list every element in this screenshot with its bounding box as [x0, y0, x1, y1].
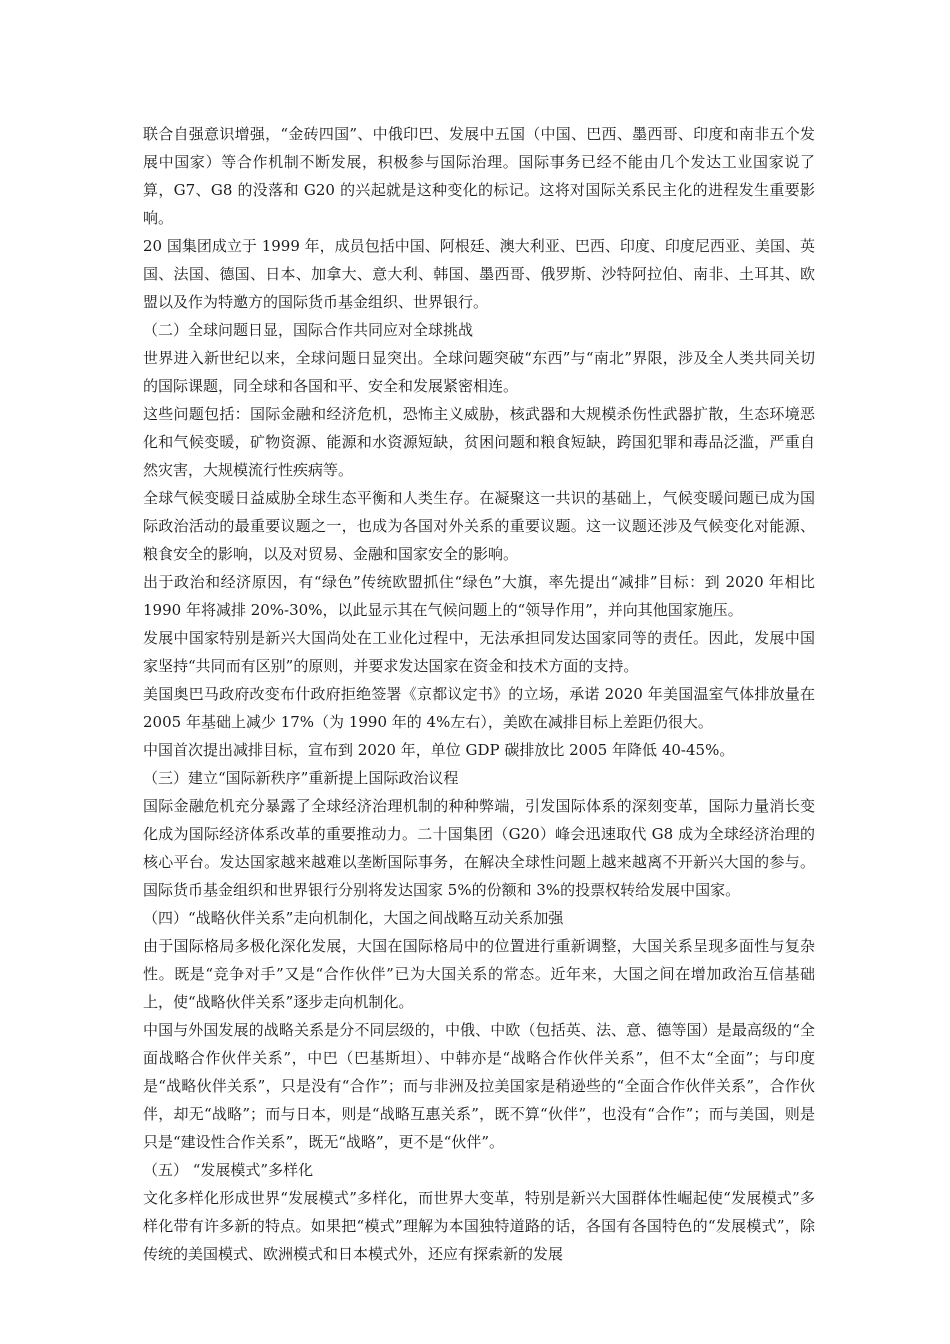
paragraph-us-emissions: 美国奥巴马政府改变布什政府拒绝签署《京都议定书》的立场，承诺 2020 年美国温室气体排放量在 2005 年基础上减少 17%（为 1990 年的 4%左右），美欧在减排目标上差距仍很大。	[143, 685, 815, 731]
paragraph-china-emissions: 中国首次提出减排目标，宣布到 2020 年，单位 GDP 碳排放比 2005 年降低 40-45%。	[143, 741, 735, 759]
paragraph-development-models: 文化多样化形成世界“发展模式”多样化，而世界大变革，特别是新兴大国群体性崛起使“发展模式”多样化带有许多新的特点。如果把“模式”理解为本国独特道路的话，各国有各国特色的“发展模式”，除传统的美国模式、欧洲模式和日本模式外，还应有探索新的发展	[143, 1189, 815, 1263]
paragraph-cooperation-mechanisms: 联合自强意识增强，“金砖四国”、中俄印巴、发展中五国（中国、巴西、墨西哥、印度和南非五个发展中国家）等合作机制不断发展，积极参与国际治理。国际事务已经不能由几个发达工业国家说了算，G7、G8 的没落和 G20 的兴起就是这种变化的标记。这将对国际关系民主化的进程发生重要影响。	[143, 125, 815, 227]
section-heading-strategic-partnership: （四）“战略伙伴关系”走向机制化，大国之间战略互动关系加强	[143, 909, 564, 927]
paragraph-china-partnership-levels: 中国与外国发展的战略关系是分不同层级的，中俄、中欧（包括英、法、意、德等国）是最高级的“全面战略合作伙伴关系”，中巴（巴基斯坦）、中韩亦是“战略合作伙伴关系”，但不太“全面”；与印度是“战略伙伴关系”，只是没有“合作”；而与非洲及拉美国家是稍逊些的“全面合作伙伴关系”，合作伙伴，却无“战略”；而与日本，则是“战略互惠关系”，既不算“伙伴”，也没有“合作”；而与美国，则是只是“建设性合作关系”，既无“战略”，更不是“伙伴”。	[143, 1021, 815, 1151]
document-body	[143, 120, 815, 1268]
paragraph-climate-change: 全球气候变暖日益威胁全球生态平衡和人类生存。在凝聚这一共识的基础上，气候变暖问题已成为国际政治活动的最重要议题之一，也成为各国对外关系的重要议题。这一议题还涉及气候变化对能源、粮食安全的影响，以及对贸易、金融和国家安全的影响。	[143, 489, 815, 563]
paragraph-major-power-relations: 由于国际格局多极化深化发展，大国在国际格局中的位置进行重新调整，大国关系呈现多面性与复杂性。既是“竞争对手”又是“合作伙伴”已为大国关系的常态。近年来，大国之间在增加政治互信基础上，使“战略伙伴关系”逐步走向机制化。	[143, 937, 815, 1011]
paragraph-global-issues-intro: 世界进入新世纪以来，全球问题日显突出。全球问题突破“东西”与“南北”界限，涉及全人类共同关切的国际课题，同全球和各国和平、安全和发展紧密相连。	[143, 349, 815, 395]
paragraph-eu-emissions: 出于政治和经济原因，有“绿色”传统欧盟抓住“绿色”大旗，率先提出“减排”目标：到 2020 年相比 1990 年将减排 20%-30%，以此显示其在气候问题上的“领导作用”，并向其他国家施压。	[143, 573, 815, 619]
paragraph-g20-members: 20 国集团成立于 1999 年，成员包括中国、阿根廷、澳大利亚、巴西、印度、印度尼西亚、美国、英国、法国、德国、日本、加拿大、意大利、韩国、墨西哥、俄罗斯、沙特阿拉伯、南非、土耳其、欧盟以及作为特邀方的国际货币基金组织、世界银行。	[143, 237, 815, 311]
section-heading-development-models: （五） “发展模式”多样化	[143, 1161, 314, 1179]
paragraph-developing-countries: 发展中国家特别是新兴大国尚处在工业化过程中，无法承担同发达国家同等的责任。因此，发展中国家坚持“共同而有区别”的原则，并要求发达国家在资金和技术方面的支持。	[143, 629, 815, 675]
section-heading-new-order: （三）建立“国际新秩序”重新提上国际政治议程	[143, 769, 459, 787]
paragraph-global-issues-list: 这些问题包括：国际金融和经济危机，恐怖主义威胁，核武器和大规模杀伤性武器扩散，生态环境恶化和气候变暖，矿物资源、能源和水资源短缺，贫困问题和粮食短缺，跨国犯罪和毒品泛滥，严重自然灾害，大规模流行性疾病等。	[143, 405, 815, 479]
paragraph-financial-crisis: 国际金融危机充分暴露了全球经济治理机制的种种弊端，引发国际体系的深刻变革，国际力量消长变化成为国际经济体系改革的重要推动力。二十国集团（G20）峰会迅速取代 G8 成为全球经济治理的核心平台。发达国家越来越难以垄断国际事务，在解决全球性问题上越来越离不开新兴大国的参与。国际货币基金组织和世界银行分别将发达国家 5%的份额和 3%的投票权转给发展中国家。	[143, 797, 815, 899]
section-heading-global-issues: （二）全球问题日显，国际合作共同应对全球挑战	[143, 321, 474, 339]
